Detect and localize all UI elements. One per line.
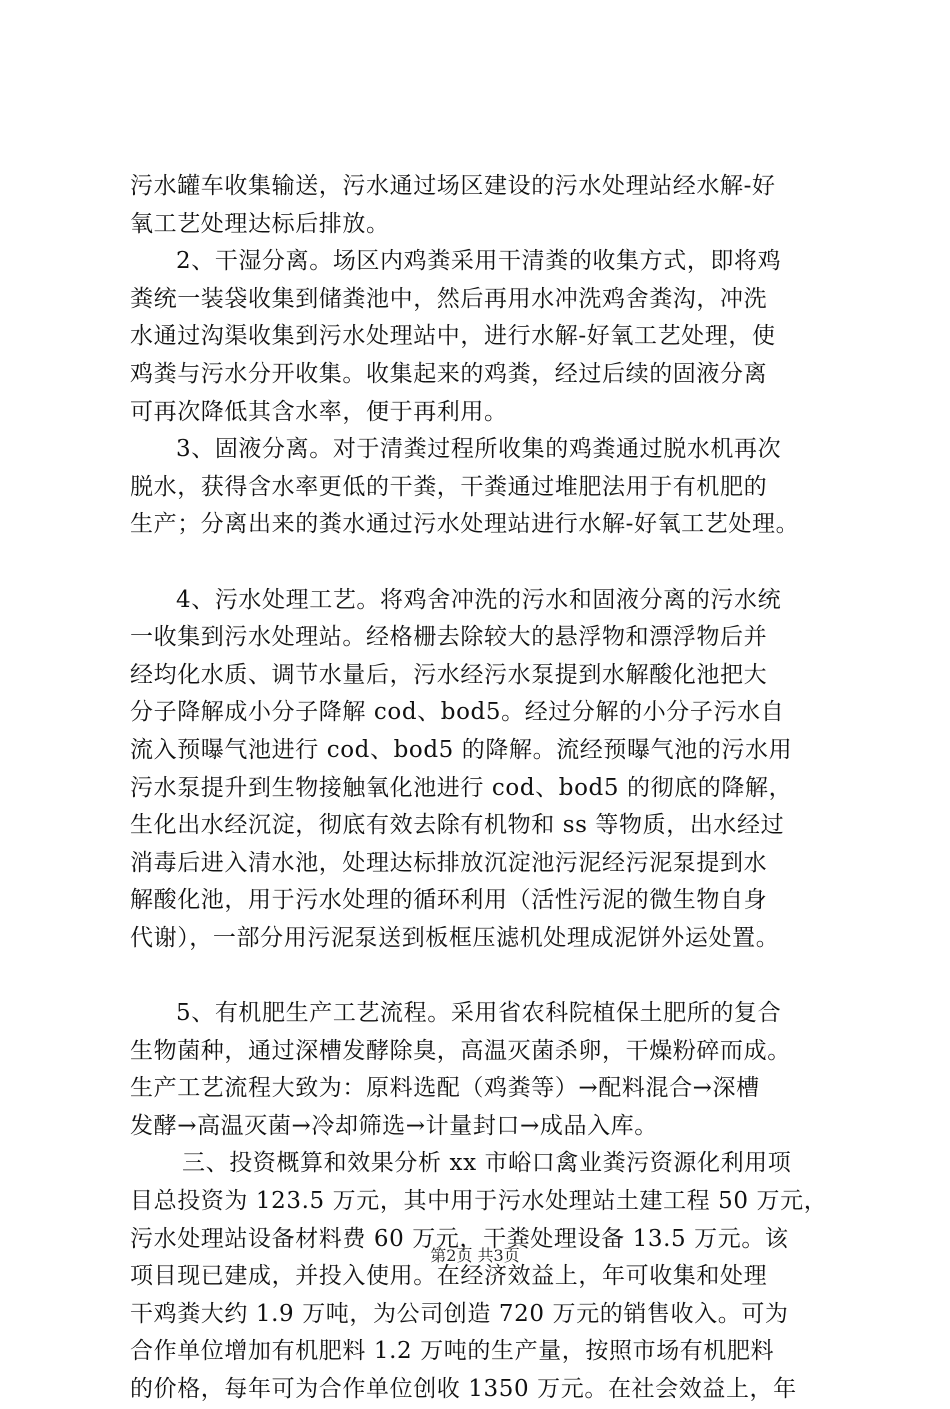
text-line: 三、投资概算和效果分析 xx 市峪口禽业粪污资源化利用项	[182, 1150, 792, 1177]
text-line: 3、固液分离。对于清粪过程所收集的鸡粪通过脱水机再次	[176, 436, 782, 463]
text-line: 一收集到污水处理站。经格栅去除较大的悬浮物和漂浮物后并	[130, 624, 768, 651]
text-line: 项目现已建成，并投入使用。在经济效益上，年可收集和处理	[130, 1263, 768, 1290]
text-line: 代谢），一部分用污泥泵送到板框压滤机处理成泥饼外运处置。	[130, 924, 780, 951]
text-line: 目总投资为 123.5 万元，其中用于污水处理站土建工程 50 万元，	[130, 1188, 828, 1215]
text-line: 干鸡粪大约 1.9 万吨，为公司创造 720 万元的销售收入。可为	[130, 1300, 789, 1327]
text-line: 污水罐车收集输送，污水通过场区建设的污水处理站经水解-好	[130, 173, 776, 199]
text-line: 污水泵提升到生物接触氧化池进行 cod、bod5 的彻底的降解，	[130, 774, 793, 801]
paragraph-spacer	[130, 544, 835, 582]
text-line: 发酵→高温灭菌→冷却筛选→计量封口→成品入库。	[130, 1112, 658, 1139]
page-footer	[0, 1246, 950, 1266]
text-line: 氧工艺处理达标后排放。	[130, 210, 390, 237]
text-line: 生产；分离出来的粪水通过污水处理站进行水解-好氧工艺处理。	[130, 511, 800, 538]
text-line: 经均化水质、调节水量后，污水经污水泵提到水解酸化池把大	[130, 661, 768, 688]
para-dry-wet-separation	[130, 243, 835, 431]
para-sewage-treatment	[130, 582, 835, 958]
text-line: 水通过沟渠收集到污水处理站中，进行水解-好氧工艺处理，使	[130, 323, 776, 350]
text-line: 脱水，获得含水率更低的干粪，干粪通过堆肥法用于有机肥的	[130, 473, 768, 500]
text-line: 可再次降低其含水率，便于再利用。	[130, 398, 508, 425]
text-line: 污水处理站设备材料费 60 万元，干粪处理设备 13.5 万元。该	[130, 1225, 789, 1252]
paragraph-spacer	[130, 957, 835, 995]
text-line: 生产工艺流程大致为：原料选配（鸡粪等）→配料混合→深槽	[130, 1075, 760, 1102]
text-line: 鸡粪与污水分开收集。收集起来的鸡粪，经过后续的固液分离	[130, 360, 768, 387]
text-line: 2、干湿分离。场区内鸡粪采用干清粪的收集方式，即将鸡	[176, 248, 782, 275]
text-line: 生化出水经沉淀，彻底有效去除有机物和 ss 等物质，出水经过	[130, 812, 785, 839]
text-line: 流入预曝气池进行 cod、bod5 的降解。流经预曝气池的污水用	[130, 736, 793, 763]
para-investment	[130, 1145, 835, 1408]
text-line: 消毒后进入清水池，处理达标排放沉淀池污泥经污泥泵提到水	[130, 849, 768, 876]
text-line: 粪统一装袋收集到储粪池中，然后再用水冲洗鸡舍粪沟，冲洗	[130, 285, 768, 312]
para-continuation	[130, 168, 835, 243]
text-line: 5、有机肥生产工艺流程。采用省农科院植保土肥所的复合	[176, 1000, 782, 1027]
text-line: 合作单位增加有机肥料 1.2 万吨的生产量，按照市场有机肥料	[130, 1338, 775, 1365]
text-line: 分子降解成小分子降解 cod、bod5。经过分解的小分子污水自	[130, 699, 785, 726]
para-organic-fertilizer	[130, 995, 835, 1145]
page-number-label: 第2页 共3页	[430, 1246, 520, 1265]
text-line: 解酸化池，用于污水处理的循环利用（活性污泥的微生物自身	[130, 887, 768, 914]
document-body	[130, 168, 835, 1409]
text-line: 4、污水处理工艺。将鸡舍冲洗的污水和固液分离的污水统	[176, 586, 782, 613]
text-line: 生物菌种，通过深槽发酵除臭，高温灭菌杀卵，干燥粉碎而成。	[130, 1037, 791, 1064]
para-solid-liquid-separation	[130, 431, 835, 544]
text-line: 的价格，每年可为合作单位创收 1350 万元。在社会效益上，年	[130, 1376, 797, 1402]
